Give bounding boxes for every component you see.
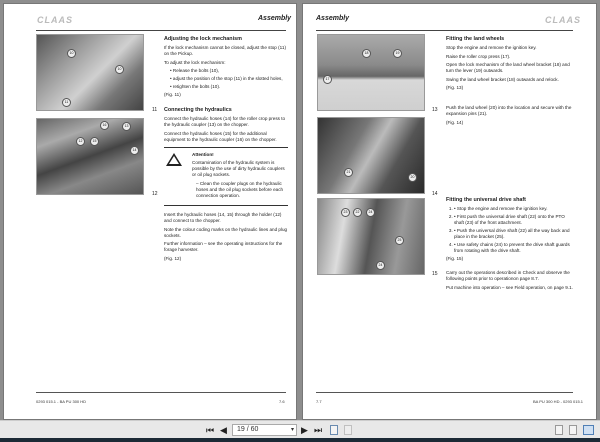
figure-11: [36, 34, 144, 111]
fig-ref: (Fig. 12): [164, 255, 182, 261]
paragraph: Open the lock mechanism of the land wheel bracket (18) and turn the lever (19) outwards.: [446, 62, 570, 73]
list-item: • 2. First push the universal drive shaft (22) onto the PTO shaft (23) of the front attachment.: [454, 214, 574, 226]
page-number-input[interactable]: [232, 424, 297, 436]
callout: 25: [395, 236, 404, 245]
footer-doc-id: 0293 015.1 - BA PU 300 HD: [36, 399, 87, 404]
list-item: • 1. Stop the engine and remove the ignition key.: [454, 206, 574, 212]
viewer-toolbar: [0, 420, 600, 438]
single-page-view-icon[interactable]: [555, 425, 563, 435]
text-column: [446, 36, 574, 128]
claas-logo: CLAAS: [37, 15, 73, 25]
left-page: [3, 3, 297, 420]
figure-number: 15: [432, 271, 438, 277]
callout: 21: [344, 168, 353, 177]
two-page-view-icon[interactable]: [583, 425, 594, 435]
heading: Fitting the universal drive shaft: [446, 197, 526, 203]
fig-ref: (Fig. 11): [164, 92, 181, 97]
figure-12: [36, 118, 144, 195]
paragraph: Contamination of the hydraulic system is possible by the use of dirty hydraulic couplers or oil plug sockets.: [192, 160, 285, 177]
copy-icon[interactable]: [330, 425, 338, 435]
page-number: 7.6: [279, 399, 285, 404]
figure-number: 12: [152, 191, 158, 197]
callout: 19: [393, 49, 402, 58]
figure-13: [317, 34, 425, 111]
paragraph: Stop the engine and remove the ignition key.: [446, 45, 537, 50]
callout: 10: [115, 65, 124, 74]
first-page-button[interactable]: ⏮: [206, 425, 215, 435]
footer-divider: [36, 392, 286, 393]
attention-box: [164, 147, 288, 207]
callout: 13: [122, 122, 131, 131]
figure-15: [317, 198, 425, 275]
list-item: • 3. Push the universal drive shaft (22) all the way back and place in the bracket (25).: [454, 228, 574, 240]
callout: 11: [62, 98, 71, 107]
page-number: 7.7: [316, 399, 322, 404]
list-item: • retighten the bolts (10).: [170, 84, 288, 90]
footer-divider: [316, 392, 573, 393]
claas-logo: CLAAS: [545, 15, 581, 25]
continuous-view-icon[interactable]: [569, 425, 577, 435]
heading: Connecting the hydraulics: [164, 107, 232, 113]
paragraph: Note the colour coding marks on the hydraulic lines and plug sockets.: [164, 226, 288, 238]
text-column: [164, 36, 288, 264]
paragraph: Further information – see the operating instructions for the forage harvester.: [164, 241, 283, 252]
callout: 15: [90, 137, 99, 146]
footer-doc-id: BA PU 300 HD - 0293 015.1: [533, 399, 584, 404]
warning-icon: [166, 153, 182, 166]
text-column: [446, 197, 574, 293]
callout: 14: [130, 146, 139, 155]
right-page: [302, 3, 597, 420]
paragraph: Raise the roller crop press (17).: [446, 53, 511, 59]
last-page-button[interactable]: ⏭: [314, 425, 323, 435]
attention-title: Attention!: [192, 151, 214, 157]
callout: 23: [341, 208, 350, 217]
figure-number: 13: [432, 107, 438, 113]
heading: Adjusting the lock mechanism: [164, 36, 242, 42]
paragraph: Carry out the operations described in Check and observe the following points prior to operationon page 8.7.: [446, 270, 570, 281]
callout: 17: [323, 75, 332, 84]
numbered-list: [454, 206, 574, 254]
callout: 24: [376, 261, 385, 270]
paragraph: Insert the hydraulic hoses (14, 15) through the holder (12) and connect to the chopper.: [164, 212, 282, 223]
paragraph: If the lock mechanism cannot be closed, adjust the stop (11) on the Pickup.: [164, 45, 286, 56]
fig-ref: (Fig. 14): [446, 119, 464, 125]
header-divider: [36, 30, 286, 31]
callout: 24: [366, 208, 375, 217]
paragraph: Connect the hydraulic hoses (15) for the additional equipment to the hydraulic coupler (16) on the chopper.: [164, 130, 277, 142]
figure-number: 11: [152, 107, 158, 113]
section-title: Assembly: [316, 15, 350, 22]
callout: 10: [67, 49, 76, 58]
paragraph: Push the land wheel (20) into the location and secure with the expansion pins (21).: [446, 105, 572, 116]
section-title: Assembly: [258, 15, 292, 22]
next-page-button[interactable]: ▶: [301, 425, 308, 435]
taskbar: [0, 438, 600, 442]
dropdown-icon[interactable]: ▾: [290, 427, 294, 433]
paragraph: Connect the hydraulic hoses (14) for the roller crop press to the hydraulic coupler (13) on the chopper.: [164, 116, 286, 127]
paragraph: To adjust the lock mechanism:: [164, 59, 226, 65]
callout: 18: [362, 49, 371, 58]
callout: 16: [100, 121, 109, 130]
page-number-value: 19 / 60: [237, 426, 259, 433]
paragraph: Put machine into operation – see Field operation, on page 9.1.: [446, 284, 573, 290]
fig-ref: (Fig. 13): [446, 85, 464, 90]
paragraph: Swing the land wheel bracket (18) outwards and relock.: [446, 76, 559, 82]
paragraph: – Clean the coupler plugs on the hydraulic hoses and the oil plug sockets before each connection operation.: [196, 180, 284, 198]
figure-14: [317, 117, 425, 194]
fig-ref: (Fig. 15): [446, 256, 464, 261]
previous-page-button[interactable]: ◀: [220, 425, 227, 435]
figure-number: 14: [432, 191, 438, 197]
bullet-list: [170, 68, 288, 90]
callout: 12: [76, 137, 85, 146]
paste-icon[interactable]: [344, 425, 352, 435]
callout: 20: [408, 173, 417, 182]
heading: Fitting the land wheels: [446, 36, 505, 42]
list-item: • Release the bolts (10),: [170, 68, 288, 74]
header-divider: [316, 30, 573, 31]
callout: 22: [353, 208, 362, 217]
list-item: • adjust the position of the stop (11) in the slotted holes,: [170, 76, 288, 82]
list-item: • 4. Use safety chains (24) to prevent the drive shaft guards from rotating with the drive shaft.: [454, 242, 574, 254]
